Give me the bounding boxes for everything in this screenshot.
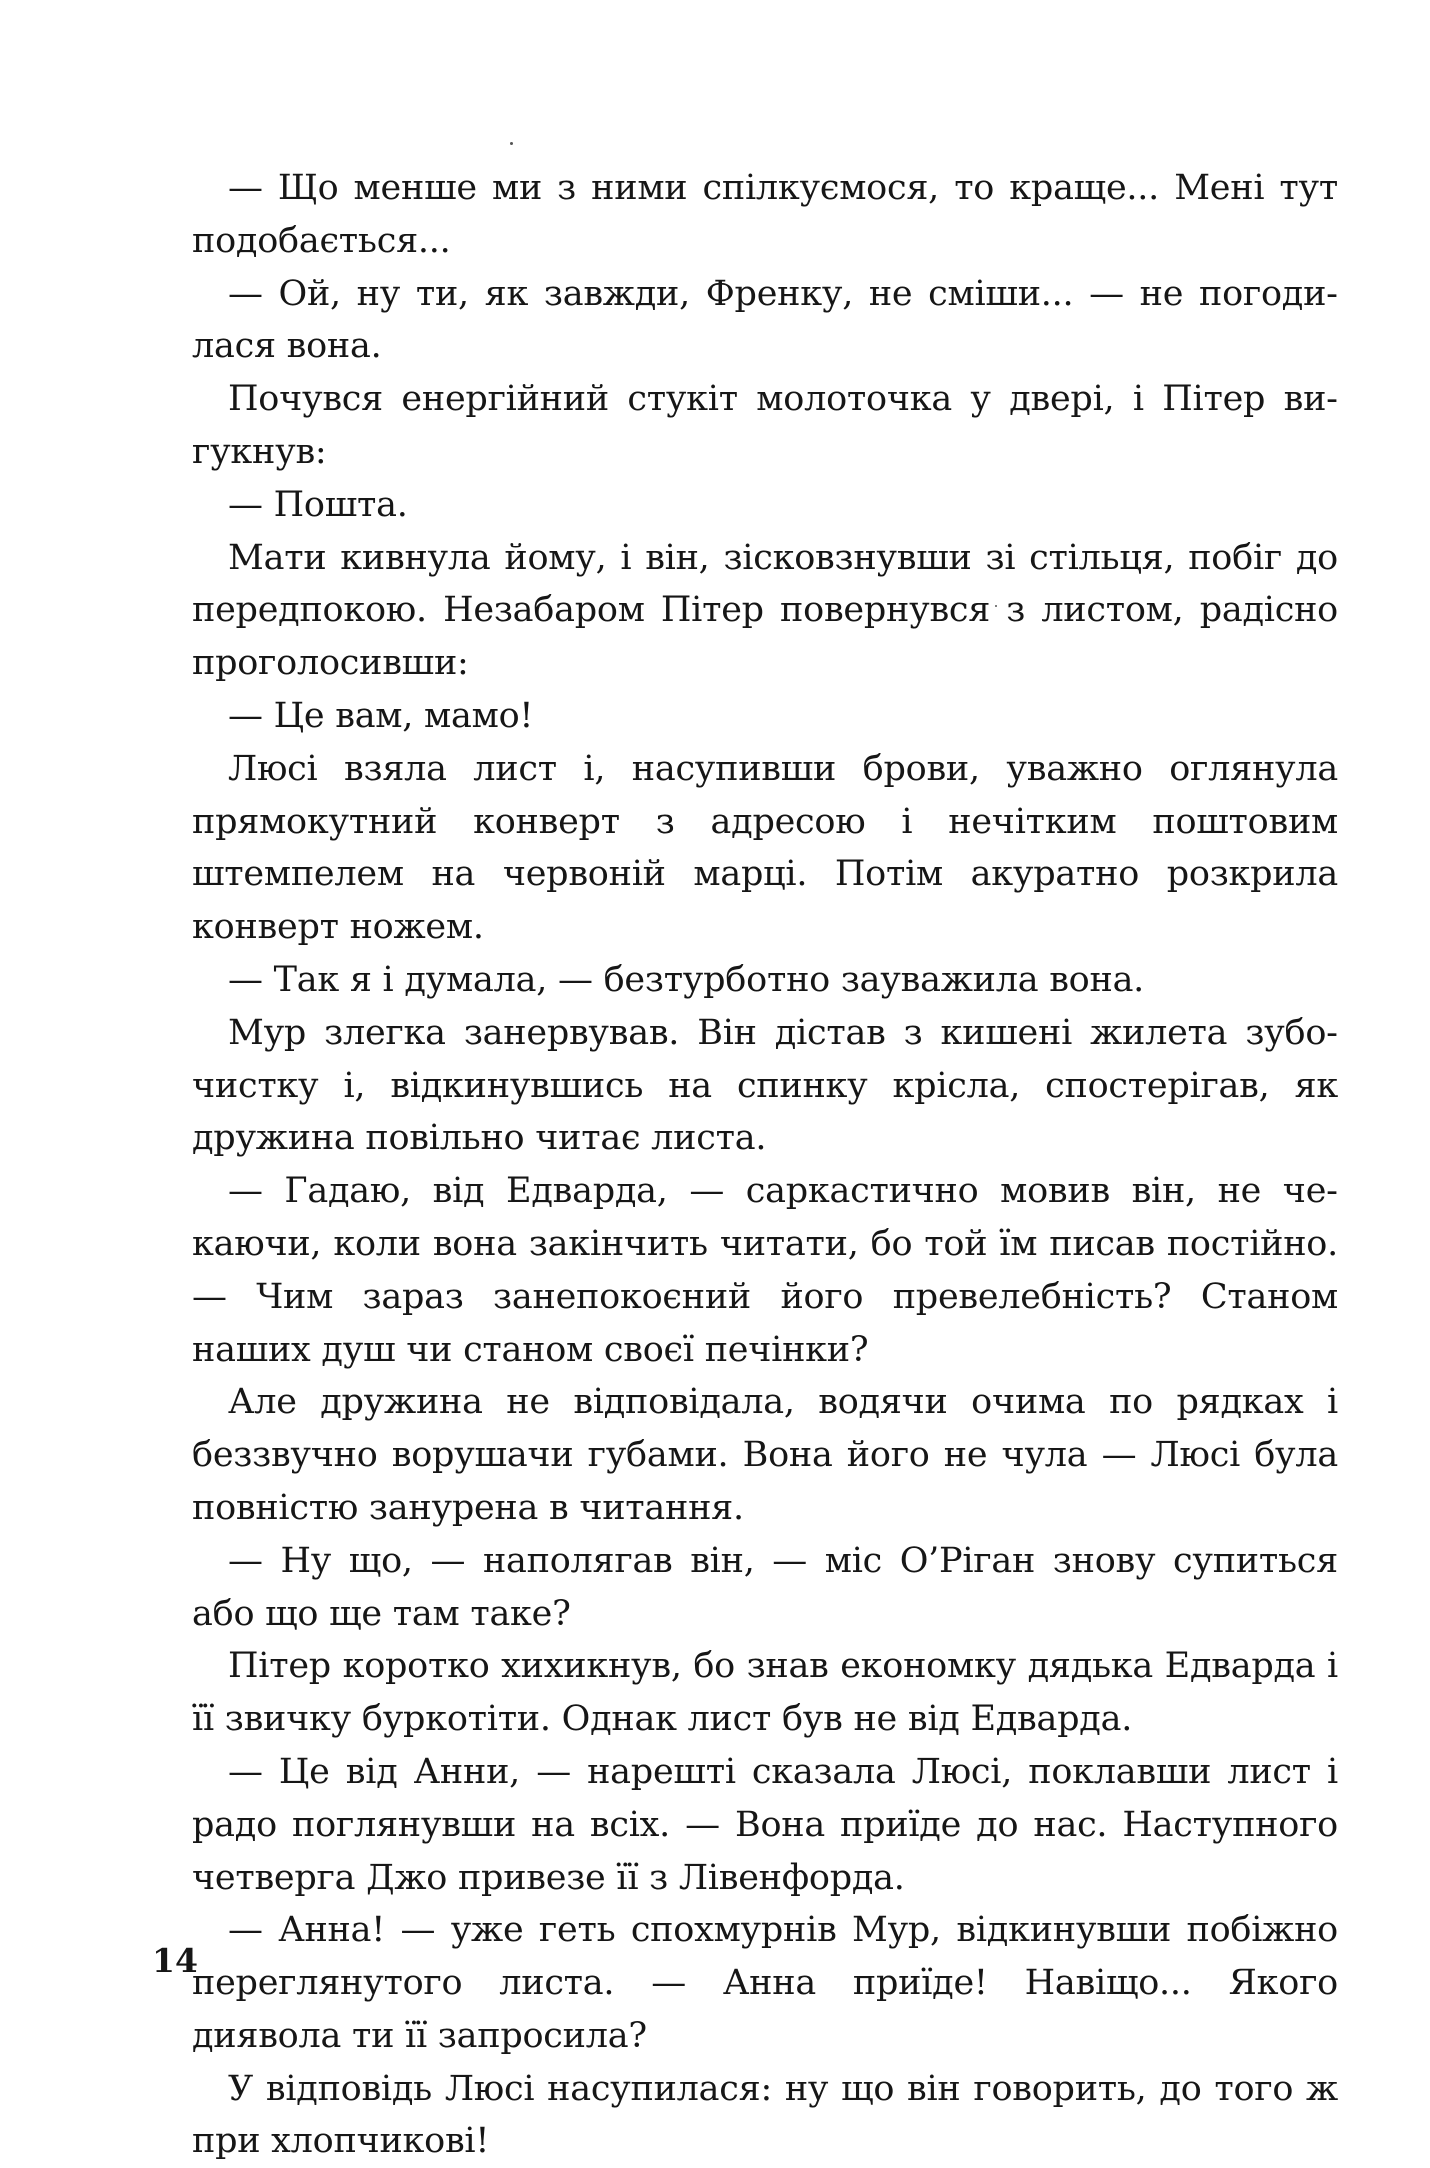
paragraph: — Гадаю, від Едварда, — саркастично мовив він, не чекаючи, коли вона закінчить читати, бо той їм писав постійно. — Чим зараз занепокоєний його превелебність? Станом наших душ чи станом своєї печінки? [192, 1171, 1338, 1370]
paragraph: У відповідь Люсі насупилася: ну що він говорить, до того ж при хлопчикові! [192, 2068, 1338, 2162]
paragraph: Мати кивнула йому, і він, зісковзнувши зі стільця, побіг до передпокою. Незабаром Пітер повернувся з листом, радісно проголосивши: [192, 537, 1338, 684]
paragraph: — Це від Анни, — нарешті сказала Люсі, поклавши лист і радо поглянувши на всіх. — Вона приїде до нас. Наступного четверга Джо привезе її з Лівенфорда. [192, 1751, 1338, 1898]
paragraph: — Так я і думала, — безтурботно зауважила вона. [228, 959, 1145, 1000]
paragraph: Почувся енергійний стукіт молоточка у двері, і Пітер вигукнув: [192, 379, 1338, 472]
body-text [192, 162, 1338, 2168]
paragraph: — Це вам, мамо! [228, 695, 534, 736]
paragraph: — Анна! — уже геть спохмурнів Мур, відкинувши побіжно переглянутого листа. — Анна приїде! Навіщо... Якого диявола ти її запросила? [192, 1910, 1338, 2056]
paragraph: — Що менше ми з ними спілкуємося, то краще... Мені тут подобається... [192, 168, 1338, 261]
paragraph: Люсі взяла лист і, насупивши брови, уважно оглянула прямокутний конверт з адресою і нечітким поштовим штемпелем на червоній марці. Потім акуратно розкрила конверт ножем. [192, 748, 1338, 948]
paragraph: — Ой, ну ти, як завжди, Френку, не сміши... — не погодилася вона. [192, 273, 1338, 367]
paragraph: — Пошта. [228, 484, 408, 525]
page-number: 14 [152, 1941, 198, 1980]
scan-speck [510, 142, 513, 145]
paragraph: Мур злегка занервував. Він дістав з кишені жилета зубочистку і, відкинувшись на спинку крісла, спостерігав, як дружина повільно читає листа. [192, 1012, 1338, 1159]
paragraph: Але дружина не відповідала, водячи очима по рядках і беззвучно ворушачи губами. Вона його не чула — Люсі була повністю занурена в читання. [192, 1382, 1338, 1528]
paragraph: — Ну що, — наполягав він, — міс О’Ріган знову супиться або що ще там таке? [192, 1540, 1338, 1634]
paragraph: Пітер коротко хихикнув, бо знав економку дядька Едварда і її звичку буркотіти. Однак лист був не від Едварда. [192, 1646, 1338, 1740]
